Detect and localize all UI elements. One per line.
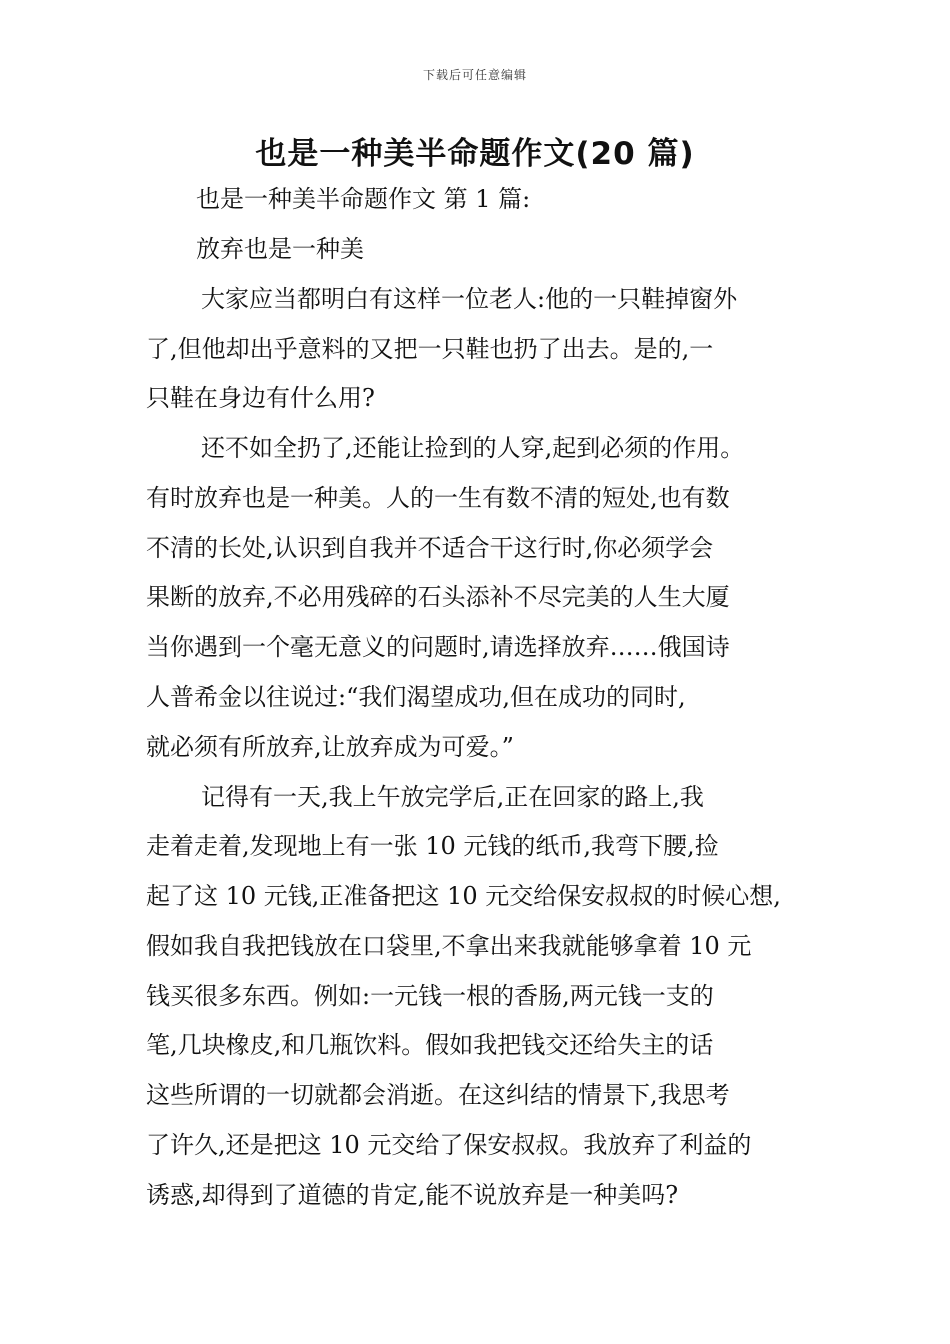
body-line: 人普希金以往说过:“我们渴望成功,但在成功的同时, (146, 683, 686, 711)
body-line: 就必须有所放弃,让放弃成为可爱。” (146, 733, 514, 761)
body-line: 不清的长处,认识到自我并不适合干这行时,你必须学会 (146, 534, 714, 562)
document-title: 也是一种美半命题作文(20 篇) (255, 136, 695, 172)
essay-subtitle: 也是一种美半命题作文 第 1 篇: (196, 185, 531, 213)
body-line: 走着走着,发现地上有一张 10 元钱的纸币,我弯下腰,捡 (146, 832, 719, 860)
body-line: 记得有一天,我上午放完学后,正在回家的路上,我 (201, 783, 704, 811)
body-line: 了,但他却出乎意料的又把一只鞋也扔了出去。是的,一 (146, 335, 714, 363)
body-line: 钱买很多东西。例如:一元钱一根的香肠,两元钱一支的 (146, 982, 714, 1010)
body-line: 还不如全扔了,还能让捡到的人穿,起到必须的作用。 (201, 434, 745, 462)
header-note: 下载后可任意编辑 (422, 68, 527, 82)
body-line: 有时放弃也是一种美。人的一生有数不清的短处,也有数 (146, 484, 730, 512)
body-line: 大家应当都明白有这样一位老人:他的一只鞋掉窗外 (201, 285, 738, 313)
body-line: 当你遇到一个毫无意义的问题时,请选择放弃……俄国诗 (146, 633, 730, 661)
body-line: 起了这 10 元钱,正准备把这 10 元交给保安叔叔的时候心想, (146, 882, 781, 910)
body-line: 假如我自我把钱放在口袋里,不拿出来我就能够拿着 10 元 (146, 932, 752, 960)
body-line: 果断的放弃,不必用残碎的石头添补不尽完美的人生大厦 (146, 583, 730, 611)
body-line: 了许久,还是把这 10 元交给了保安叔叔。我放弃了利益的 (146, 1131, 752, 1159)
body-line: 这些所谓的一切就都会消逝。在这纠结的情景下,我思考 (146, 1081, 730, 1109)
body-line: 只鞋在身边有什么用? (146, 384, 375, 412)
body-line: 笔,几块橡皮,和几瓶饮料。假如我把钱交还给失主的话 (146, 1031, 714, 1059)
body-line: 诱惑,却得到了道德的肯定,能不说放弃是一种美吗? (146, 1181, 679, 1209)
essay-title: 放弃也是一种美 (196, 235, 364, 263)
